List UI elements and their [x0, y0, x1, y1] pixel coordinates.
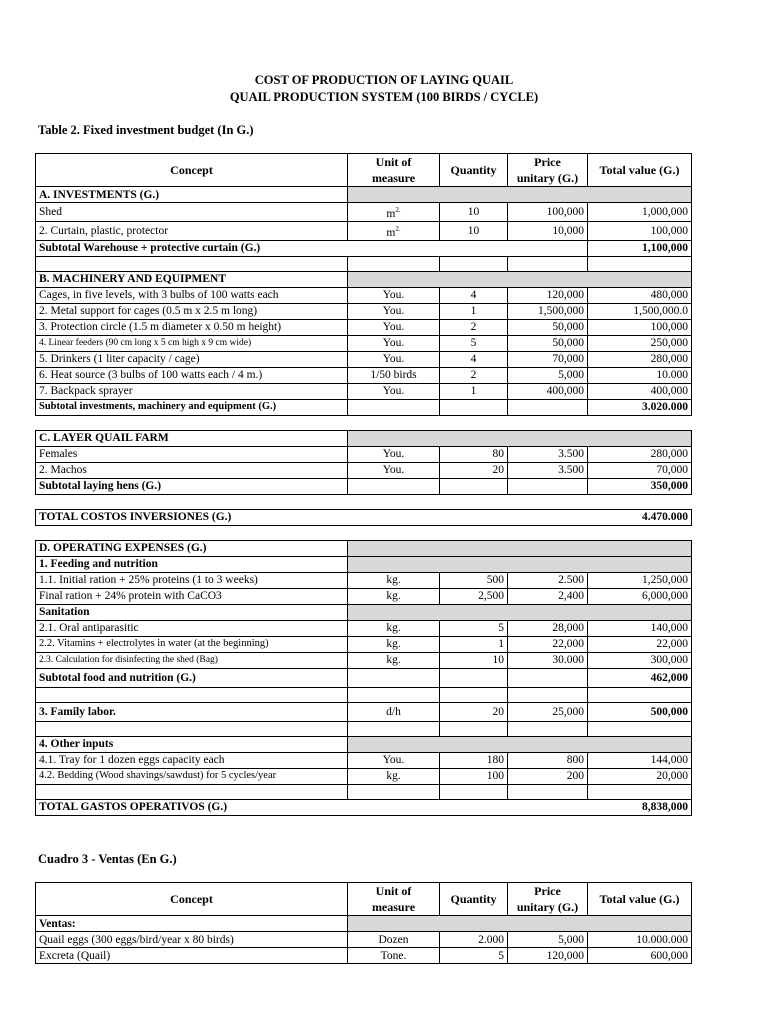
- table-row: 2.2. Vitamins + electrolytes in water (at the beginning) kg. 1 22,000 22,000: [36, 636, 692, 652]
- header-concept: Concept: [36, 154, 348, 187]
- table-row: 2. Metal support for cages (0.5 m x 2.5 m long) You. 1 1,500,000 1,500,000.0: [36, 303, 692, 319]
- section-label: Ventas:: [36, 916, 348, 932]
- table-row: Quail eggs (300 eggs/bird/year x 80 birds) Dozen 2.000 5,000 10.000.000: [36, 932, 692, 948]
- header-quantity: Quantity: [440, 154, 508, 187]
- table-row: 6. Heat source (3 bulbs of 100 watts each / 4 m.) 1/50 birds 2 5,000 10.000: [36, 367, 692, 383]
- header-total: Total value (G.): [588, 154, 692, 187]
- subtotal-row: Subtotal food and nutrition (G.) 462,000: [36, 668, 692, 687]
- table-row: 7. Backpack sprayer You. 1 400,000 400,000: [36, 383, 692, 399]
- table3-caption: Cuadro 3 - Ventas (En G.): [38, 852, 177, 866]
- document-subtitle: QUAIL PRODUCTION SYSTEM (100 BIRDS / CYCLE): [229, 90, 539, 104]
- table-row: Females You. 80 3.500 280,000: [36, 446, 692, 462]
- section-row-a: [36, 187, 692, 203]
- section-row-c: [36, 430, 692, 446]
- header-price: Price unitary (G.): [508, 154, 588, 187]
- subtotal-row: Subtotal investments, machinery and equipment (G.) 3.020.000: [36, 399, 692, 415]
- header-quantity: Quantity: [440, 883, 508, 916]
- blank-row: [36, 687, 692, 702]
- blank-row: [36, 784, 692, 799]
- header-row: [36, 154, 692, 187]
- section-label: C. LAYER QUAIL FARM: [36, 430, 348, 446]
- table-row: 3. Protection circle (1.5 m diameter x 0.50 m height) You. 2 50,000 100,000: [36, 319, 692, 335]
- header-total: Total value (G.): [588, 883, 692, 916]
- family-labor-row: 3. Family labor. d/h 20 25,000 500,000: [36, 702, 692, 721]
- table-row: 2.3. Calculation for disinfecting the shed (Bag) kg. 10 30.000 300,000: [36, 652, 692, 668]
- table-row: Cages, in five levels, with 3 bulbs of 100 watts each You. 4 120,000 480,000: [36, 287, 692, 303]
- subsection-row: Sanitation: [36, 604, 692, 620]
- header-row: [36, 883, 692, 916]
- subtotal-row: Subtotal Warehouse + protective curtain (G.) 1,100,000: [36, 240, 692, 256]
- section-label: B. MACHINERY AND EQUIPMENT: [36, 271, 348, 287]
- header-concept: Concept: [36, 883, 348, 916]
- sales-table: [35, 882, 692, 964]
- total-investment-row: TOTAL COSTOS INVERSIONES (G.) 4.470.000: [36, 509, 692, 525]
- table-row: 2. Curtain, plastic, protector $m^{2.}$ 10 10,000 100,000: [36, 221, 692, 240]
- table-row: 4. Linear feeders (90 cm long x 5 cm high x 9 cm wide) You. 5 50,000 250,000: [36, 335, 692, 351]
- subtotal-row: Subtotal laying hens (G.) 350,000: [36, 478, 692, 494]
- table-row: 2.1. Oral antiparasitic kg. 5 28,000 140,000: [36, 620, 692, 636]
- subsection-row: 4. Other inputs: [36, 736, 692, 752]
- investment-table: [35, 153, 692, 816]
- section-label: D. OPERATING EXPENSES (G.): [36, 540, 348, 556]
- table2-caption: Table 2. Fixed investment budget (In G.): [38, 123, 254, 137]
- document-title: COST OF PRODUCTION OF LAYING QUAIL: [254, 73, 514, 87]
- table-row: Excreta (Quail) Tone. 5 120,000 600,000: [36, 948, 692, 964]
- table-row: 4.2. Bedding (Wood shavings/sawdust) for 5 cycles/year kg. 100 200 20,000: [36, 768, 692, 784]
- table-row: Final ration + 24% protein with CaCO3 kg. 2,500 2,400 6,000,000: [36, 588, 692, 604]
- table-row: 1.1. Initial ration + 25% proteins (1 to 3 weeks) kg. 500 2.500 1,250,000: [36, 572, 692, 588]
- header-unit: Unit of measure: [348, 883, 440, 916]
- blank-row: [36, 256, 692, 271]
- table-row: 5. Drinkers (1 liter capacity / cage) You. 4 70,000 280,000: [36, 351, 692, 367]
- blank-row: [36, 721, 692, 736]
- table-row: 2. Machos You. 20 3.500 70,000: [36, 462, 692, 478]
- header-unit: Unit of measure: [348, 154, 440, 187]
- table-row: Shed $m^{2.}$ 10 100,000 1,000,000: [36, 203, 692, 222]
- subsection-row: 1. Feeding and nutrition: [36, 556, 692, 572]
- section-row-sales: [36, 916, 692, 932]
- total-operating-row: TOTAL GASTOS OPERATIVOS (G.) 8,838,000: [36, 799, 692, 815]
- table-row: 4.1. Tray for 1 dozen eggs capacity each You. 180 800 144,000: [36, 752, 692, 768]
- section-row-b: [36, 271, 692, 287]
- header-price: Price unitary (G.): [508, 883, 588, 916]
- section-label: A. INVESTMENTS (G.): [36, 187, 348, 203]
- section-row-d: [36, 540, 692, 556]
